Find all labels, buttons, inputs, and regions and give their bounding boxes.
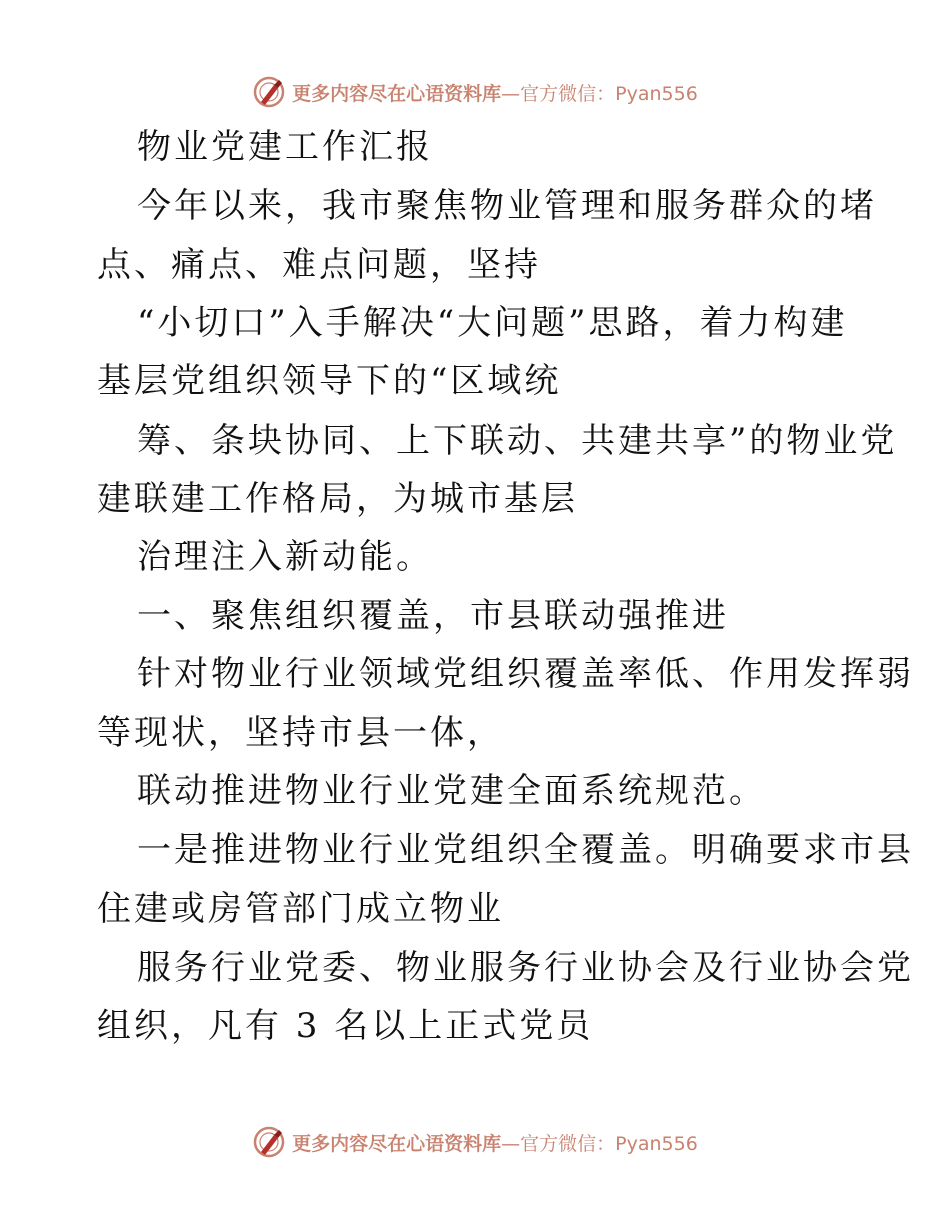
- header-banner: [0, 72, 950, 112]
- paragraph-line: 针对物业行业领域党组织覆盖率低、作用发挥弱: [137, 654, 914, 694]
- paragraph-line: 基层党组织领导下的“区域统: [97, 361, 562, 401]
- paragraph-line: 服务行业党委、物业服务行业协会及行业协会党: [137, 948, 914, 988]
- fountain-pen-logo-icon: [252, 75, 286, 109]
- paragraph-line: 住建或房管部门成立物业: [97, 889, 504, 929]
- paragraph-line: 点、痛点、难点问题，坚持: [97, 245, 541, 285]
- paragraph-line: 一是推进物业行业党组织全覆盖。明确要求市县: [137, 830, 914, 870]
- paragraph-line: 等现状，坚持市县一体，: [97, 713, 504, 753]
- paragraph-line: “小切口”入手解决“大问题”思路，着力构建: [137, 303, 848, 343]
- paragraph-line: 建联建工作格局，为城市基层: [97, 479, 578, 519]
- section-heading: 一、聚焦组织覆盖，市县联动强推进: [137, 596, 729, 636]
- footer-banner: [0, 1122, 950, 1162]
- paragraph-line: 治理注入新动能。: [137, 537, 433, 577]
- paragraph-line: 组织，凡有 3 名以上正式党员: [97, 1006, 594, 1046]
- banner-wechat-text: —官方微信：Pyan556: [501, 1132, 698, 1155]
- document-title: 物业党建工作汇报: [137, 127, 433, 167]
- paragraph-line: 今年以来，我市聚焦物业管理和服务群众的堵: [137, 186, 877, 226]
- banner-text: 更多内容尽在心语资料库: [292, 1132, 502, 1155]
- banner-text: 更多内容尽在心语资料库: [292, 82, 502, 105]
- paragraph-line: 联动推进物业行业党建全面系统规范。: [137, 771, 766, 811]
- banner-wechat-text: —官方微信：Pyan556: [501, 82, 698, 105]
- fountain-pen-logo-icon: [252, 1125, 286, 1159]
- paragraph-line: 筹、条块协同、上下联动、共建共享”的物业党: [137, 421, 898, 461]
